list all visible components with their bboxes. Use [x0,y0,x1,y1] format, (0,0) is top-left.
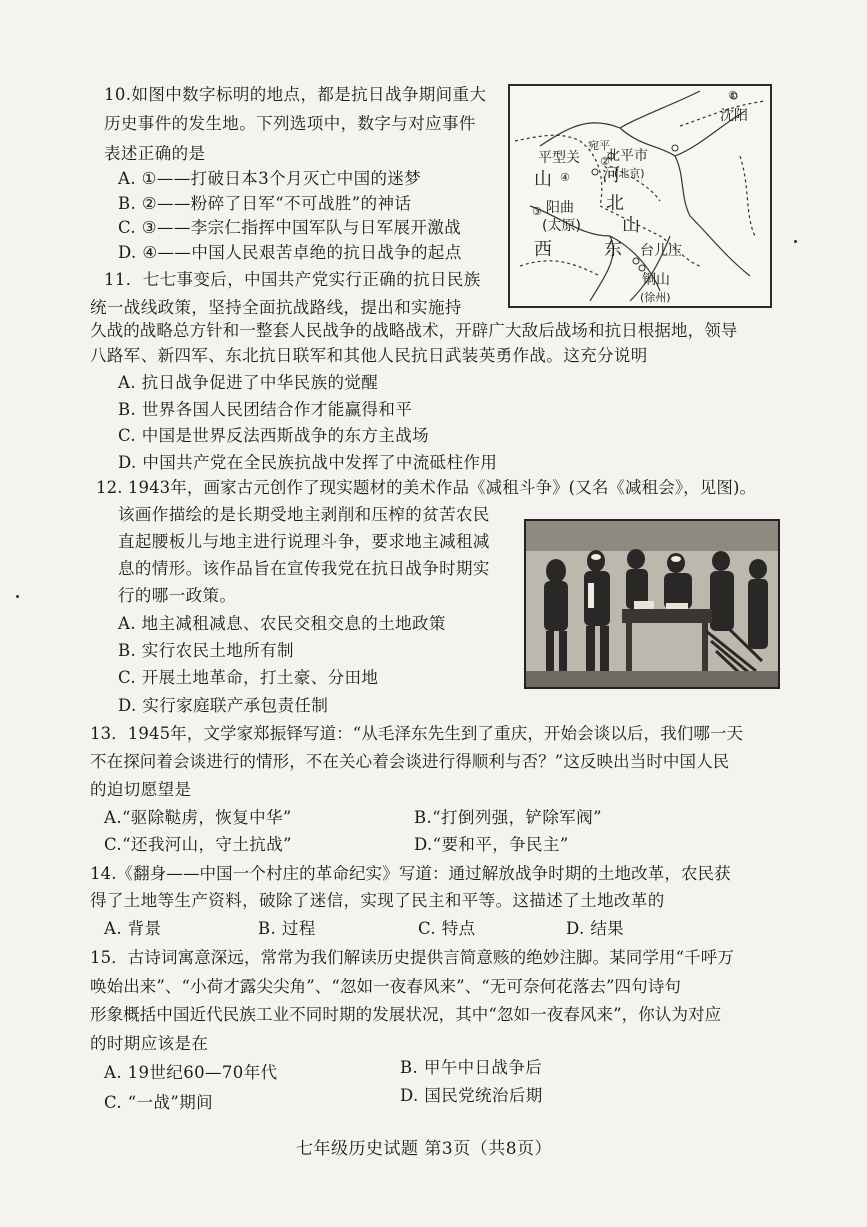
q14-option-a: A. 背景 [104,919,162,938]
map-label-xuzhou: (徐州) [640,291,671,304]
q15-stem-line: 的时期应该是在 [90,1034,209,1053]
q10-stem-line: 历史事件的发生地。下列选项中，数字与对应事件 [104,114,476,133]
q13-stem-line: 不在探问着会谈进行的情形，不在关心着会谈进行得顺利与否？”这反映出当时中国人民 [90,752,730,771]
q10-option-a: A. ①——打破日本3个月灭亡中国的迷梦 [118,169,422,188]
q15-stem-line: 15．古诗词寓意深远，常常为我们解读历史提供言简意赅的绝妙注脚。某同学用“千呼万 [90,948,734,967]
q12-stem-line: 直起腰板儿与地主进行说理斗争，要求地主减租减 [118,532,490,551]
map-marker-4: ④ [560,171,570,184]
q13-option-b: B.“打倒列强，铲除军阀” [414,808,602,827]
q15-option-d: D. 国民党统治后期 [400,1086,543,1105]
scan-speck [16,595,19,598]
map-marker-3: ③ [532,205,542,218]
q14-option-b: B. 过程 [258,919,316,938]
q10-stem-line: 表述正确的是 [104,144,206,163]
q12-option-d: D. 实行家庭联产承包责任制 [118,696,329,715]
q10-stem-line: 10.如图中数字标明的地点，都是抗日战争期间重大 [104,85,487,104]
q11-stem-line: 久战的战略总方针和一整套人民战争的战略战术，开辟广大敌后战场和抗日根据地，领导 [90,321,738,340]
q13-option-a: A.“驱除鞑虏，恢复中华” [104,808,292,827]
q14-option-d: D. 结果 [566,919,625,938]
q11-option-a: A. 抗日战争促进了中华民族的觉醒 [118,373,379,392]
q13-stem-line: 的迫切愿望是 [90,780,192,799]
q11-stem-line: 八路军、新四军、东北抗日联军和其他人民抗日武装英勇作战。这充分说明 [90,346,648,365]
q15-stem-line: 形象概括中国近代民族工业不同时期的发展状况，其中“忽如一夜春风来”，你认为对应 [90,1005,722,1024]
q14-stem-line: 14.《翻身——中国一个村庄的革命纪实》写道：通过解放战争时期的土地改革，农民获 [90,864,731,883]
q11-stem-line: 11．七七事变后，中国共产党实行正确的抗日民族 [104,270,481,289]
q11-option-d: D. 中国共产党在全民族抗战中发挥了中流砥柱作用 [118,453,498,472]
scan-speck [794,240,797,243]
map-label-dong: 东 [604,239,622,260]
q12-option-b: B. 实行农民土地所有制 [118,641,294,660]
map-label-beiping: 北平市 [606,148,648,164]
map-marker-1: ① [728,89,738,102]
page-footer: 七年级历史试题 第3页（共8页） [296,1139,553,1159]
map-label-yangqu: 阳曲 [546,200,574,216]
q12-stem-line: 该画作描绘的是长期受地主剥削和压榨的贫苦农民 [118,505,490,524]
map-label-pingxingguan: 平型关 [538,150,580,166]
q12-stem-line: 12. 1943年，画家古元创作了现实题材的美术作品《减租斗争》(又名《减租会》，见图)。 [96,478,757,497]
map-label-bei: 北 [606,193,624,214]
q10-option-d: D. ④——中国人民艰苦卓绝的抗日战争的起点 [118,243,462,262]
q12-option-a: A. 地主减租减息、农民交租交息的土地政策 [118,614,446,633]
q12-stem-line: 息的情形。该作品旨在宣传我党在抗日战争时期实 [118,559,490,578]
q10-option-b: B. ②——粉碎了日军“不可战胜”的神话 [118,194,412,213]
map-label-he: 河 [602,165,620,186]
q10-map [508,84,772,308]
map-label-taierzhuang: 台儿庄 [640,243,682,259]
map-label-wanping: 宛平 [588,139,610,152]
q11-stem-line: 统一战线政策，坚持全面抗战路线，提出和实施持 [90,298,462,317]
map-label-taiyuan: (太原) [542,218,581,234]
woodcut-artwork-image [524,519,780,689]
q11-option-b: B. 世界各国人民团结合作才能赢得和平 [118,400,413,419]
q10-option-c: C. ③——李宗仁指挥中国军队与日军展开激战 [118,218,462,237]
q14-option-c: C. 特点 [418,919,476,938]
map-label-xi: 西 [534,239,552,260]
map-label-shenyang: 沈阳 [720,108,748,124]
q12-stem-line: 行的哪一政策。 [118,586,237,605]
map-label-beijing: (北京) [614,167,645,180]
q15-option-c: C. “一战”期间 [104,1093,213,1112]
q15-stem-line: 唤始出来”、“小荷才露尖尖角”、“忽如一夜春风来”、“无可奈何花落去”四句诗句 [90,977,681,996]
q11-option-c: C. 中国是世界反法西斯战争的东方主战场 [118,426,430,445]
map-label-shan: 山 [534,169,552,190]
woodcut-figures-icon [526,521,778,687]
q14-stem-line: 得了土地等生产资料，破除了迷信，实现了民主和平等。这描述了土地改革的 [90,891,665,910]
q13-option-d: D.“要和平，争民主” [414,835,569,854]
q15-option-a: A. 19世纪60—70年代 [104,1063,278,1082]
map-label-shan-2: 山 [622,215,640,236]
map-label-tongshan: 铜山 [642,272,670,288]
q12-option-c: C. 开展土地革命，打土豪、分田地 [118,668,379,687]
q13-option-c: C.“还我河山，守土抗战” [104,835,292,854]
map-marker-2: ② [600,155,610,168]
q15-option-b: B. 甲午中日战争后 [400,1058,543,1077]
q13-stem-line: 13．1945年，文学家郑振铎写道：“从毛泽东先生到了重庆，开始会谈以后，我们哪一天 [90,724,744,743]
